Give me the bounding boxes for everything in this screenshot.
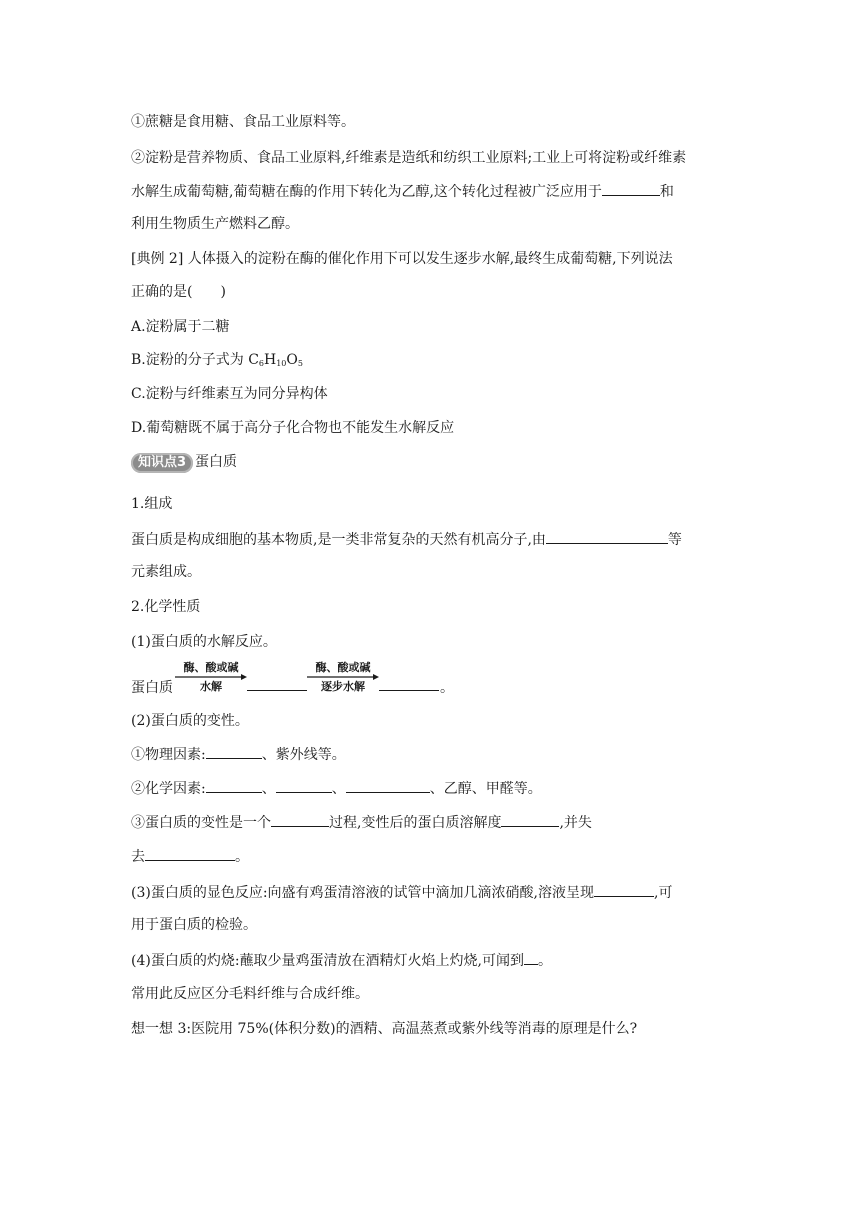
answer-blank[interactable] [346, 778, 430, 793]
section-heading: 2.化学性质 [131, 599, 201, 615]
text-line: 用于蛋白质的检验。 [131, 917, 257, 933]
knowledge-point-badge: 知识点3 [131, 453, 193, 473]
text-line: ①物理因素: 、紫外线等。 [131, 744, 346, 765]
text-line: 元素组成。 [131, 564, 201, 580]
text-line: ②淀粉是营养物质、食品工业原料,纤维素是造纸和纺织工业原料;工业上可将淀粉或纤维素 [131, 150, 687, 166]
text-line: 蛋白质是构成细胞的基本物质,是一类非常复杂的天然有机高分子,由 等 [131, 529, 682, 550]
answer-blank[interactable] [206, 778, 262, 793]
option-d[interactable]: D.葡萄糖既不属于高分子化合物也不能发生水解反应 [131, 420, 455, 436]
example-heading: [典例 2] 人体摄入的淀粉在酶的催化作用下可以发生逐步水解,最终生成葡萄糖,下列说法 [131, 251, 673, 267]
answer-blank[interactable] [379, 676, 439, 691]
document-page: ①蔗糖是食用糖、食品工业原料等。 ②淀粉是营养物质、食品工业原料,纤维素是造纸和纺织工业原料;工业上可将淀粉或纤维素 水解生成葡萄糖,葡萄糖在酶的作用下转化为乙醇,这个转化过程被广泛应用于 和 利用生物质生产燃料乙醇。 [典例 2] 人体摄入的淀粉在酶的催化作用下可以发生逐步水解,最终生成葡萄糖,下列说法 正确的是( ) A.淀粉属于二糖 B.淀粉的分子式为 $C_6H_{10}O_5$ C.淀粉与纤维素互为同分异构体 D.葡萄糖既不属于高分子化合物也不能发生水解反应 知识点3 蛋白质 1.组成 蛋白质是构成细胞的基本物质,是一类非常复杂的天然有机高分子,由 等 元素组成。 2.化学性质 (1)蛋白质的水解反应。 蛋白质 酶、酸或碱 水解 酶、酸或碱 逐步水解 。 (2)蛋白质的变性。 ①物理因素: 、紫外线等。 ②化学因素: 、 、 、乙醇、甲醛等。 ③蛋白质的变性是一个 过程,变性后的蛋白质溶解度 ,并失 去 。 (3)蛋白质的显色反应:向盛有鸡蛋清溶液的试管中滴加几滴浓硝酸,溶液呈现 ,可 用于蛋白质的检验。 (4)蛋白质的灼烧:蘸取少量鸡蛋清放在酒精灯火焰上灼烧,可闻到 。 常用此反应区分毛料纤维与合成纤维。 想一想 3:医院用 75%(体积分数)的酒精、高温蒸煮或紫外线等消毒的原理是什么? [131, 114, 687, 1037]
answer-blank[interactable] [501, 812, 559, 827]
text-line: 水解生成葡萄糖,葡萄糖在酶的作用下转化为乙醇,这个转化过程被广泛应用于 和 [131, 181, 674, 202]
reaction-arrow: 酶、酸或碱 逐步水解 [307, 661, 379, 693]
option-c[interactable]: C.淀粉与纤维素互为同分异构体 [131, 386, 328, 402]
text-line: (1)蛋白质的水解反应。 [131, 634, 277, 650]
equation-line: 蛋白质 [131, 680, 173, 696]
answer-blank[interactable] [247, 676, 307, 691]
answer-blank[interactable] [276, 778, 332, 793]
answer-blank[interactable] [602, 181, 660, 196]
answer-blank[interactable] [546, 529, 668, 544]
option-a[interactable]: A.淀粉属于二糖 [131, 319, 230, 335]
text-line: (4)蛋白质的灼烧:蘸取少量鸡蛋清放在酒精灯火焰上灼烧,可闻到 。 [131, 950, 552, 971]
text-line: (2)蛋白质的变性。 [131, 713, 249, 729]
answer-blank[interactable] [145, 846, 235, 861]
text-line: (3)蛋白质的显色反应:向盛有鸡蛋清溶液的试管中滴加几滴浓硝酸,溶液呈现 ,可 [131, 882, 672, 903]
text-line: 去 。 [131, 846, 249, 867]
answer-blank[interactable] [206, 744, 262, 759]
text-line: 常用此反应区分毛料纤维与合成纤维。 [131, 986, 369, 1002]
answer-blank[interactable] [271, 812, 329, 827]
text-line: ②化学因素: 、 、 、乙醇、甲醛等。 [131, 778, 542, 799]
knowledge-point-heading: 知识点3 蛋白质 [131, 452, 237, 473]
text-line: 正确的是( ) [131, 284, 226, 300]
text-line: ③蛋白质的变性是一个 过程,变性后的蛋白质溶解度 ,并失 [131, 812, 592, 833]
answer-blank[interactable] [524, 950, 538, 965]
text-line: ①蔗糖是食用糖、食品工业原料等。 [131, 114, 355, 130]
think-question: 想一想 3:医院用 75%(体积分数)的酒精、高温蒸煮或紫外线等消毒的原理是什么? [131, 1021, 638, 1037]
answer-blank[interactable] [594, 882, 654, 897]
text-line: 利用生物质生产燃料乙醇。 [131, 216, 299, 232]
reaction-arrow: 酶、酸或碱 水解 [175, 661, 247, 693]
section-heading: 1.组成 [131, 496, 173, 512]
option-b[interactable]: B.淀粉的分子式为 $C_6H_{10}O_5$ [131, 352, 303, 368]
